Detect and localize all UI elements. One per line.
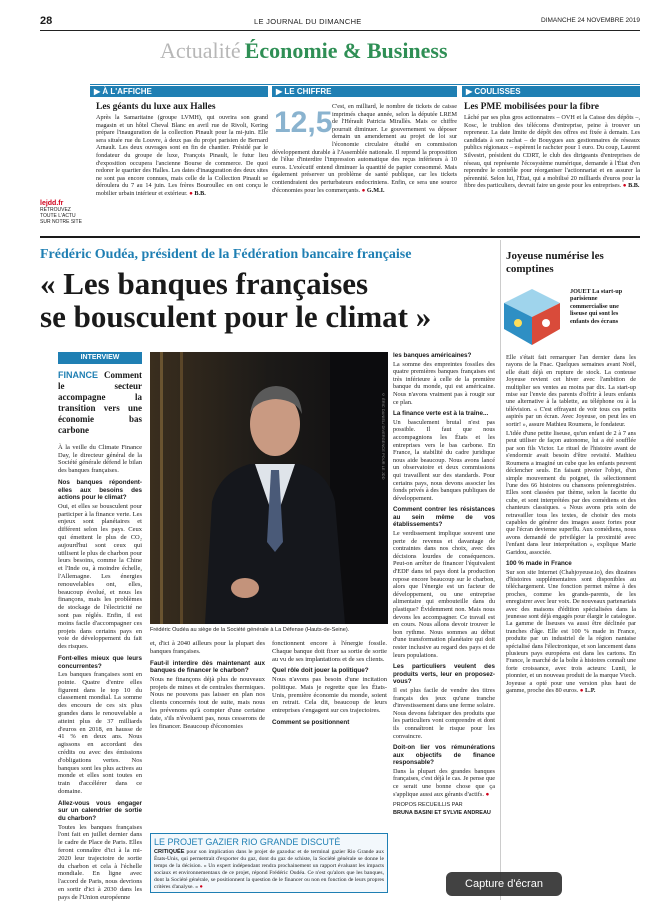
answer-3-cont: et, d'ici à 2040 ailleurs pour la plupart des banques françaises. xyxy=(150,640,265,655)
triangle-icon: ▶ xyxy=(94,87,103,96)
answer-5: Nous n'avons pas besoin d'une incitation politique. Mais je regrette que les États-Unis, première économie du monde, soient en retrait. Cela dit, beaucoup de leurs entreprises s'engagent sur ces trajectoires. xyxy=(272,675,387,715)
chiffre-body-top xyxy=(334,106,457,142)
triangle-icon: ▶ xyxy=(466,87,475,96)
affiche-box xyxy=(90,86,268,198)
joyeuse-subhead: 100 % made in France xyxy=(506,559,572,567)
article-title-line1: « Les banques françaises xyxy=(40,266,369,301)
photo-credit: © ÉRIC DANIEL/ DIVERGENCE POUR LE JDD xyxy=(381,392,386,480)
chiffre-body: C'est, en milliard, le nombre de tickets de caisse imprimés chaque année, selon la députée LREM de l'Hérault Patricia Mirallès. Mais ce chiffre pourrait diminuer. Le gouvernement va déposer demain un amendement au projet de loi sur l'économie circulaire étudié en commission développement durable à l'Assemblée nationale. Il reprend la proposition de l'élue d'interdire l'impression automatique des reçus inférieurs à 10 euros. L'exécutif entend diminuer la quantité de papier consommé. Mais également préserver un problème de santé publique, car les tickets contiendraient des perturbateurs endocriniens. Enfin, ce sera une source d'économies pour les commerçants. ● G.M.I. xyxy=(272,103,457,194)
joyeuse-cube-illustration xyxy=(500,285,565,347)
lejdd-promo[interactable] xyxy=(40,200,88,225)
question-8: Comment contrer les résistances au sein même de vos établissements? xyxy=(393,506,495,529)
triangle-icon: ▶ xyxy=(276,87,285,96)
coulisses-label: ▶ COULISSES xyxy=(462,86,640,97)
question-2: Font-elles mieux que leurs concurrentes? xyxy=(58,654,142,670)
article-title-line2: se bousculent pour le climat » xyxy=(40,299,432,334)
section-title: Économie & Business xyxy=(244,38,448,63)
lejdd-url[interactable]: lejdd.fr xyxy=(40,200,64,207)
article-header xyxy=(40,247,495,333)
paper-name: LE JOURNAL DU DIMANCHE xyxy=(254,17,362,26)
photo-caption: Frédéric Oudéa au siège de la Société générale à La Défense (Hauts-de-Seine). xyxy=(150,627,350,633)
article-col-1 xyxy=(58,352,142,901)
lejdd-line3: SUR NOTRE SITE xyxy=(40,219,82,225)
question-9: Les particuliers veulent des produits verts, leur en proposez-vous? xyxy=(393,663,495,686)
question-1: Nos banques répondent-elles aux besoins des actions pour le climat? xyxy=(58,478,142,502)
screenshot-tooltip[interactable]: Capture d'écran xyxy=(446,872,562,896)
answer-9: Il est plus facile de vendre des titres français des jeux qu'une tranche d'investissement dans une ferme solaire. Nous devons fabriquer des produits que les particuliers vont comprendre et dont ils connaîtront le risque pour les convaincre. xyxy=(393,686,495,740)
answer-2: Les banques françaises sont en pointe. Quatre d'entre elles figurent dans le top 10 du classement mondial. La somme des encours de ces six plus grandes dans le renouvelable a atteint plus de 37 milliards d'euros en 2018, en hausse de 41 % en deux ans. Nous agissons en accordant des crédits ou avec des émissions d'obligations vertes. Nos banques sont les plus actives au monde et elles sont toutes en train d'accélérer dans ce domaine. xyxy=(58,671,142,796)
affiche-body: Après la Samaritaine (groupe LVMH), qui ouvrira son grand magasin et un hôtel Cheval Blanc en avril rue de Rivoli, Kering prépare l'inauguration de la collection Pinault pour la mi-juin. Elle sera située rue du Louvre, à deux pas du projet parisien de Bernard Arnault. Les deux ouvrages sont en fin de chantier. Présidé par le fondateur du groupe de luxe, François Pinault, le futur lieu d'exposition occupera l'ancienne Bourse de commerce. De quoi redorer le quartier des Halles. Les dates d'inauguration des deux sites ne sont pas encore connues, mais celle de la Collection Pinault se déroulera du 7 au 14 juin. Les frères Bouroullec en ont conçu le mobilier urbain intérieur et extérieur. ● B.B. xyxy=(96,114,268,197)
question-6: Comment se positionnent xyxy=(272,718,350,726)
question-7: La finance verte est à la traîne... xyxy=(393,410,489,418)
answer-6: La somme des empreintes fossiles des quatre premières banques françaises est très inférieure à celle de la première banque du monde, qui est américaine. Nous n'avons vraiment pas à rougir sur ce plan. xyxy=(393,360,495,406)
issue-date: DIMANCHE 24 NOVEMBRE 2019 xyxy=(541,17,640,24)
gazier-title: LE PROJET GAZIER RIO GRANDE DISCUTÉ xyxy=(154,837,341,847)
affiche-headline: Les géants du luxe aux Halles xyxy=(96,102,216,112)
chiffre-box xyxy=(272,86,457,194)
coulisses-body: Lâché par ses plus gros actionnaires – OVH et la Caisse des dépôts –, Kosc, le trublion des télécoms d'entreprise, peine à trouver un repreneur. La date limite de dépôt des offres est fixée à demain. Les candidats à son rachat – de Bouygues aux gestionnaires de réseaux publics régionaux – espèrent le rachcter pour 1 euro. Du coup, Laurent Silvestri, président du CDRT, le club des dirigeants d'entreprises de réseau, qui représente l'écosystème numérique, demande à l'État d'en reprendre le contrôle pour réorganiser l'actionnariat et en assurer la pérennité. Selon lui, l'État, qui a mobilisé 20 milliards d'euros pour la fibre des particuliers, devrait faire un geste pour les entreprises. ● B.B. xyxy=(464,114,640,190)
coulisses-headline: Les PME mobilisées pour la fibre xyxy=(464,102,600,112)
affiche-label: ▶ À L'AFFICHE xyxy=(90,86,268,97)
article-col-4 xyxy=(393,352,495,817)
coulisses-box xyxy=(462,86,640,190)
article-kicker: Frédéric Oudéa, président de la Fédération bancaire française xyxy=(40,247,412,262)
question-4: Faut-il interdire dès maintenant aux banques de financer le charbon? xyxy=(150,659,265,675)
article-col-2 xyxy=(150,640,265,732)
joyeuse-para-1: Elle s'était fait remarquer l'an dernier dans les rayons de la Fnac. Quelques semaines avant Noël, elle était déjà en rupture de stock. La conteuse Joyeuse revient cet hiver avec l'ambition de multiplier ses ventes au moins par dix. La start-up mise sur l'envie des parents d'offrir à leurs enfants une alternative à la tablette, au téléphone ou à la télévision. « C'est effrayant de voir tous ces petits aspirés par un écran. Avec Joyeuse, on peut les en sortir! », assure Mathieu Roumens, le fondateur. xyxy=(506,354,636,428)
question-6-cont: les banques américaines? xyxy=(393,352,472,359)
joyeuse-lead: JOUET La start-up parisienne commercialise une liseuse qui sont les enfants des écrans xyxy=(570,288,623,325)
interview-label: INTERVIEW xyxy=(58,352,142,364)
portrait-illustration xyxy=(150,352,388,624)
chiffre-label: ▶ LE CHIFFRE xyxy=(272,86,457,97)
gazier-body: CRITIQUÉE pour son implication dans le projet de gazoduc et de terminal gazier Rio Grande aux États-Unis, qui permettrait d'exporter du gaz, dont du gaz de schiste, la Société générale se donne le temps de la décision. « Un expert indépendant rendra prochainement un rapport évaluant les impacts sociaux et environnementaux de ce projet, répond Frédéric Oudéa. Ce n'est qu'alors que les banques, dont la Société générale, se positionnent la question de le financer ou non en fonction de leurs propres critères d'analyse. » ● xyxy=(154,849,384,890)
lejdd-line1: RETROUVEZ xyxy=(40,207,71,213)
article-intro: À la veille du Climate Finance Day, le directeur général de la Société générale défend le bilan des banques françaises. xyxy=(58,443,142,475)
byline-names: BRUNA BASINI ET SYLVIE ANDREAU xyxy=(393,809,491,816)
joyeuse-para-2: L'idée d'une petite liseuse, qu'un enfant de 2 à 7 ans peut utiliser de façon autonome, lui a été soufflée par son fils Victor. Le rituel de l'histoire avant de s'endormir avait besoin d'être revisité. Mathieu Roumens a imaginé un cube que les enfants peuvent déclencher seuls. En faisant pivoter l'objet, d'un simple mouvement du poignet, ils sélectionnent l'une des 66 histoires ou chansons préenregistrées. Elles sont classées par thème, selon la facette du cube, et sont interprétées par des comédiens et des chanteurs classiques. « Nous avons pris soin de retravailler tous les textes, de choisir des mots capables de générer des images assez fortes pour que l'écran devienne superflu. Aux comédiens, nous avons demandé de privilégier la proximité avec l'enfant dans leur interprétation », explique Marie Garidou, associée. xyxy=(506,430,636,556)
page-number: 28 xyxy=(40,15,53,27)
section-kicker: Actualité xyxy=(160,38,241,63)
portrait-photo xyxy=(150,352,388,624)
joyeuse-para-3: Sur son site Internet (Chahjoyeuse.io), des dizaines d'histoires supplémentaires sont disponibles au téléchargement. Une fonction permet même à des proches, comme les grands-parents, de les enregistrer avec leur voix. De nouveaux partenariats avec des maisons d'édition spécialisées dans la jeunesse sont déjà engagés pour élargir le catalogue. La gamme de liseuses va aussi être déclinée par tranches d'âge. Elle est 100 % made in France, produite par un industriel de la région nantaise spécialisé dans l'électronique, et son lancement dans plusieurs pays européens est dans les cartons. En France, le marché de la boîte à histoires connaît une forte croissance, avec trois acteurs: Lunii, le pionnier, et un nouveau produit de la marque Vtech. Joyeuse a opté pour une version plus haut de gamme, proche des 80 euros. ● L.P. xyxy=(506,568,636,695)
lejdd-line2: TOUTE L'ACTU xyxy=(40,213,76,219)
answer-3: Toutes les banques françaises l'ont fait en juillet dernier dans le cadre de Place de Paris. Elles feront connaître d'ici à la mi-2020 leur trajectoire de sortie du charbon et cela à l'échelle mondiale. En ligne avec l'accord de Paris, nous devrions en sortir d'ici à 2030 dans les pays de l'Union européenne xyxy=(58,823,142,901)
chiffre-number: 12,5 xyxy=(274,106,333,139)
article-lead: FINANCE Comment le secteur accompagne la transition vers une économie bas carbone xyxy=(58,369,142,435)
answer-4: Nous ne finançons déjà plus de nouveaux projets de mines et de centrales thermiques. Nous ne pouvons pas laisser en plan nos clients concernés tout de suite, mais nous les prévenons qu'à compter d'une certaine date, s'ils n'évoluent pas, nous cesserons de les financer. Beaucoup d'économies xyxy=(150,675,265,730)
section-header xyxy=(160,38,630,68)
top-briefs-divider xyxy=(40,236,640,238)
gazier-box xyxy=(150,833,388,893)
answer-8: Le verdissement implique souvent une perte de revenus et davantage de contraintes dans nos choix, avec des décisions lourdes de conséquences. Peut-on arrêter de financer l'équivalent d'EDF dans tel pays dont la production repose encore beaucoup sur le charbon, alors que l'énergie est un facteur de développement, ou une entreprise alimentaire qui embouteille dans du plastique? Évidemment non. Mais nous devons les accompagner. Ce travail est en cours. Nous allons devoir trouver le bon rythme. Nous sommes au début d'une transformation planétaire qui doit rester inclusive au regard des pays et de leurs populations. xyxy=(393,530,495,659)
answer-1: Oui, et elles se bousculent pour participer à la finance verte. Les enjeux sont planétaires et différent selon les pays. Ceux qui émettent le plus de CO₂ aujourd'hui sont ceux qui utilisent le plus de charbon pour leurs besoins, comme la Chine et l'Inde ou, à moindre échelle, l'Allemagne. Les énergies renouvelables ont, elles, beaucoup évolué, et nous les finançons, mais les problèmes de stockage de l'électricité ne sont pas réglés. Enfin, il est moins facile d'accompagner ces projets dans certains pays en voie de développement du fait des risques. xyxy=(58,502,142,651)
masthead xyxy=(40,15,640,29)
masthead-divider xyxy=(40,30,640,31)
cube-icon xyxy=(500,285,565,347)
answer-7: Un basculement brutal n'est pas possible. Il faut que nous accompagnions les États et les entreprises vers le bas carbone. En France, la stabilité du cadre juridique nous aide beaucoup. Nous avons lancé un observatoire et deux commissions qui travaillent sur des standards. Pour certains pays, nous devons associer les fonds privés à des banques publiques de développement. xyxy=(393,418,495,502)
answer-4-cont: fonctionnent encore à l'énergie fossile. Chaque banque doit fixer sa sortie de sortie au vu de ses implantations et de ses clients. xyxy=(272,640,387,663)
question-5: Quel rôle doit jouer la politique? xyxy=(272,667,369,675)
question-3: Allez-vous vous engager sur un calendrier de sortie du charbon? xyxy=(58,799,142,823)
joyeuse-title: Joyeuse numérise les comptines xyxy=(506,250,604,275)
article-col-3 xyxy=(272,640,387,728)
joyeuse-body xyxy=(506,354,636,696)
answer-10: Dans la plupart des grandes banques françaises, c'est déjà le cas. Je pense que ce serait une bonne chose que ça s'applique aussi aux gérants d'actifs. ● xyxy=(393,767,496,798)
byline-label: PROPOS RECUEILLIS PAR xyxy=(393,802,463,809)
question-10: Doit-on lier vos rémunérations aux objectifs de finance responsable? xyxy=(393,744,495,767)
